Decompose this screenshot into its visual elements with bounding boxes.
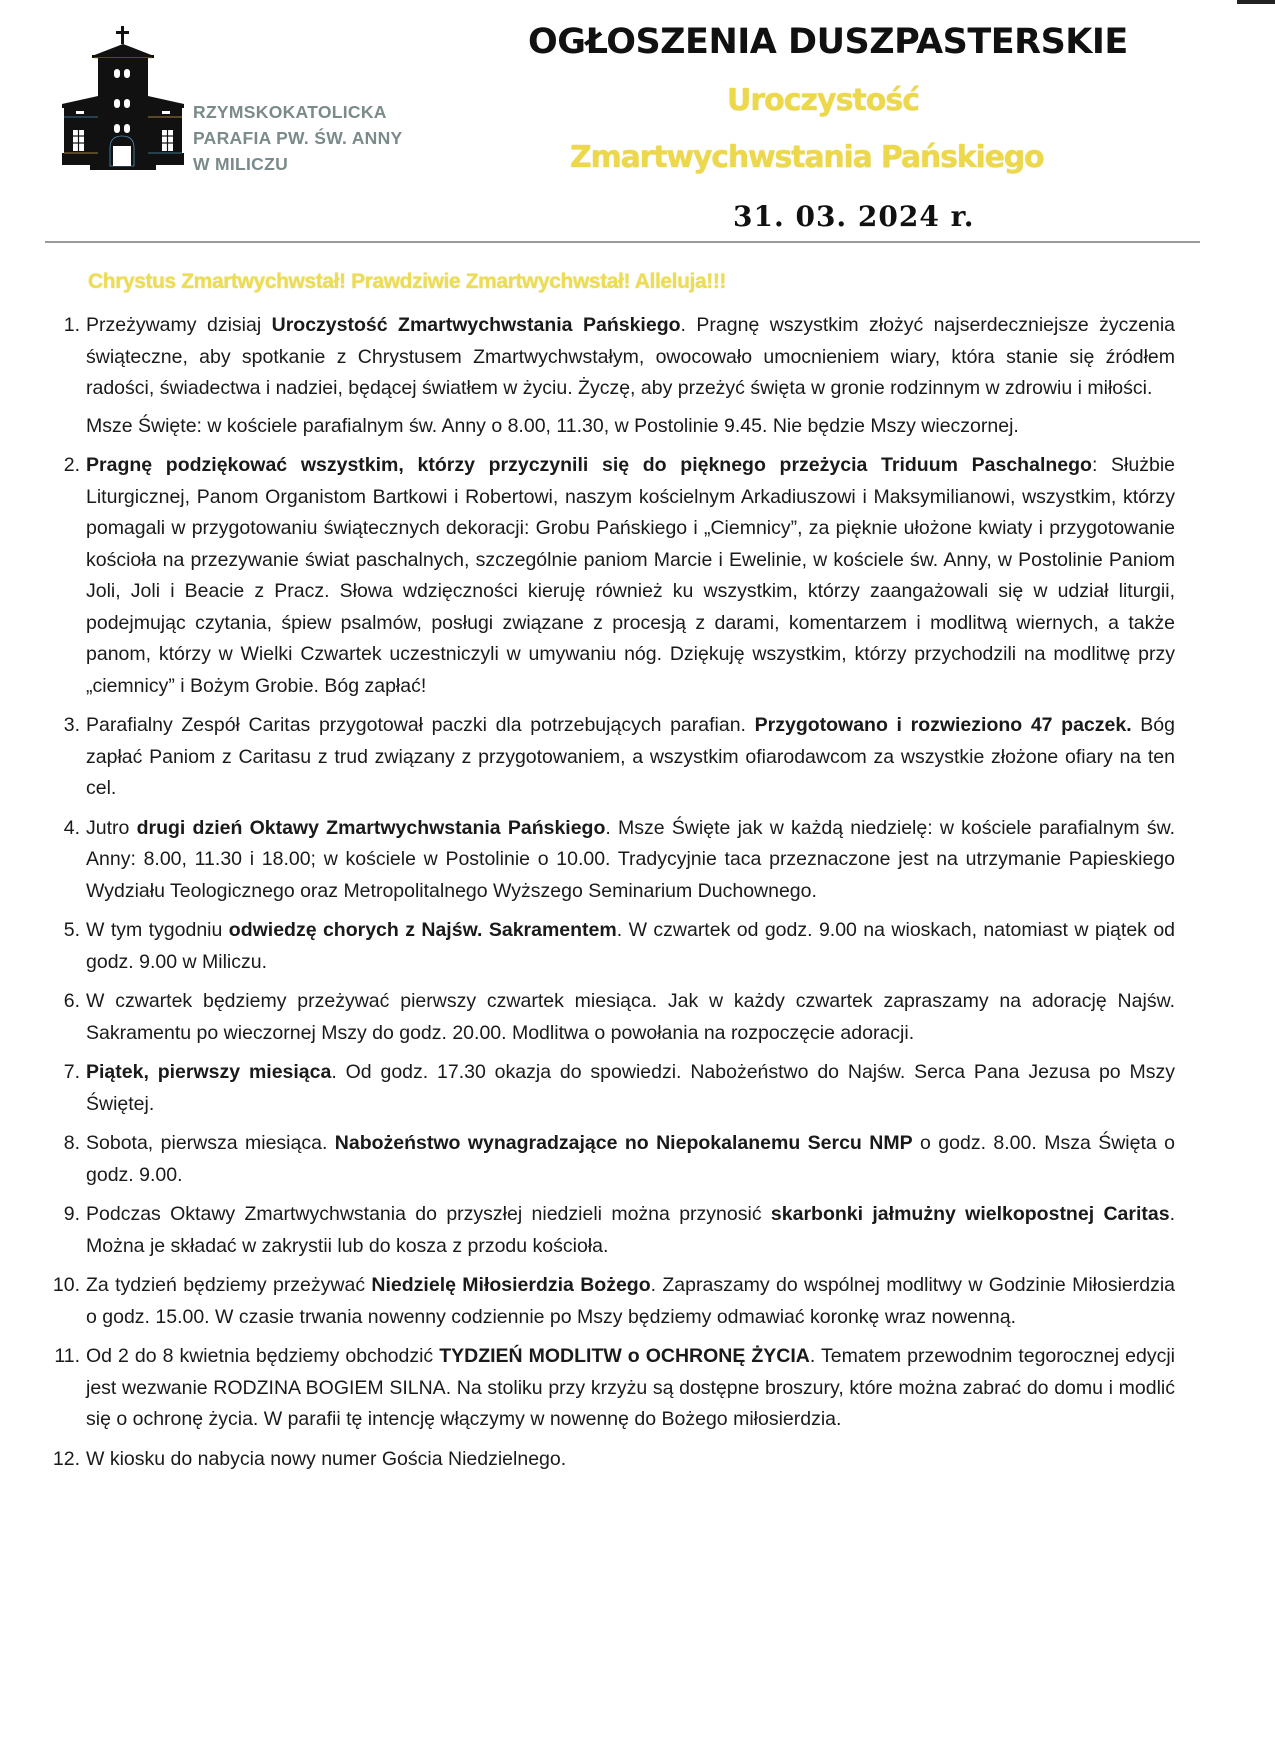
text-segment: Jutro [86,816,137,839]
announcement-item [40,310,1175,442]
emphasized-text: Niedzielę Miłosierdzia Bożego [371,1274,651,1296]
announcement-item [40,450,1175,702]
emphasized-text: Uroczystość Zmartwychwstania Pańskiego [271,314,681,336]
text-segment: . Pragnę wszystkim złożyć najserdeczniejsze życzenia świąteczne, aby spotkanie z Chrystusem Zmartwychwstałym, owocowało umocnieniem wiary, która stanie się źródłem radości, świadectwa i nadziei, będącej światłem w życiu. Życzę, aby przeżyć święta w gronie rodzinnym w zdrowiu i miłości. [86,314,1175,399]
announcement-body [86,1270,1175,1333]
announcement-body [86,1341,1175,1436]
text-segment: . Msze Święte jak w każdą niedzielę: w kościele parafialnym św. Anny: 8.00, 11.30 i 18.00; w kościele w Postolinie o 10.00. Tradycyjnie taca przeznaczone jest na utrzymanie Papieskiego Wydziału Teologicznego oraz Metropolitalnego Wyższego Seminarium Duchownego. [86,816,1175,902]
emphasized-text: skarbonki jałmużny wielkopostnej Caritas [770,1203,1170,1225]
emphasized-text: Piątek, pierwszy miesiąca [86,1061,332,1083]
announcement-paragraph [86,411,1175,443]
announcement-body [86,1057,1175,1120]
text-segment: W kiosku do nabycia nowy numer Gościa Niedzielnego. [86,1447,567,1470]
announcement-date: 31. 03. 2024 r. [733,200,975,233]
text-segment: Za tydzień będziemy przeżywać [86,1274,372,1296]
announcement-body [86,1128,1175,1191]
announcement-paragraph [86,1057,1175,1120]
announcement-item [40,1128,1175,1191]
text-segment: W tym tygodniu [86,919,229,941]
emphasized-text: odwiedzę chorych z Najśw. Sakramentem [228,919,617,941]
announcement-body [86,986,1175,1049]
announcement-body [86,915,1175,978]
announcement-number: 7. [63,1061,80,1083]
announcement-item [40,1057,1175,1120]
announcement-body [86,310,1175,442]
text-segment: o godz. 8.00. Msza Święta o godz. 9.00. [86,1132,1175,1186]
announcement-paragraph [86,986,1175,1049]
announcement-item [40,1199,1175,1262]
text-segment: Od 2 do 8 kwietnia będziemy obchodzić [86,1345,440,1367]
announcement-item [40,1444,1175,1476]
text-segment: Bóg zapłać Paniom z Caritasu z trud związany z przygotowaniem, a wszystkim ofiarodawcom za wszystkie złożone ofiary na ten cel. [86,714,1175,799]
announcement-body [86,1444,1175,1476]
text-segment: . Zapraszamy do wspólnej modlitwy w Godzinie Miłosierdzia o godz. 15.00. W czasie trwania nowenny codziennie po Mszy będziemy odmawiać koronkę wraz nowenną. [86,1274,1176,1328]
announcement-paragraph [86,1270,1175,1333]
announcement-paragraph [86,1128,1175,1191]
emphasized-text: TYDZIEŃ MODLITW o OCHRONĘ ŻYCIA [439,1345,810,1367]
announcement-item [40,710,1175,805]
church-icon [62,26,184,176]
announcement-item [40,813,1175,908]
announcement-number: 6. [63,990,80,1012]
parish-name-line: RZYMSKOKATOLICKA [193,102,387,122]
header-divider [45,241,1200,243]
announcement-number: 10. [52,1274,80,1296]
emphasized-text: Nabożeństwo wynagradzające no Niepokalanemu Sercu NMP [334,1132,913,1154]
announcement-list [40,310,1175,1483]
parish-name-line: PARAFIA PW. ŚW. ANNY [193,128,403,148]
announcement-paragraph [86,1444,1175,1476]
announcement-number: 1. [63,314,80,336]
text-segment: Podczas Oktawy Zmartwychwstania do przyszłej niedzieli można przynosić [86,1203,771,1225]
announcement-item [40,915,1175,978]
page-title: OGŁOSZENIA DUSZPASTERSKIE [528,22,1128,62]
announcement-paragraph [86,915,1175,978]
easter-greeting: Chrystus Zmartwychwstał! Prawdziwie Zmartwychwstał! Alleluja!!! [88,270,727,293]
text-segment: . Tematem przewodnim tegorocznej edycji jest wezwanie RODZINA BOGIEM SILNA. Na stoliku przy krzyżu są dostępne broszury, które można zabrać do domu i modlić się o ochronę życia. W parafii tę intencję włączymy w nowennę do Bożego miłosierdzia. [86,1345,1176,1430]
announcement-number: 5. [63,919,80,941]
announcement-number: 12. [52,1447,80,1470]
announcement-number: 8. [63,1132,80,1154]
announcement-body [86,813,1175,908]
text-segment: Sobota, pierwsza miesiąca. [86,1132,335,1154]
announcement-number: 3. [63,714,80,736]
parish-name [193,99,403,177]
announcement-paragraph [86,310,1175,405]
announcement-body [86,1199,1175,1262]
announcement-number: 2. [63,454,80,476]
announcement-paragraph [86,1341,1175,1436]
parish-name-line: W MILICZU [193,154,289,174]
announcement-number: 9. [63,1203,80,1225]
announcement-paragraph [86,450,1175,702]
emphasized-text: Przygotowano i rozwieziono 47 paczek. [754,714,1132,736]
announcement-paragraph [86,710,1175,805]
announcement-paragraph [86,1199,1175,1262]
text-segment: : Służbie Liturgicznej, Panom Organistom Bartkowi i Robertowi, naszym kościelnym Arkadiuszowi i Maksymilianowi, wszystkim, którzy pomagali w przygotowaniu świątecznych dekoracji: Grobu Pańskiego i „Ciemnicy”, za pięknie ułożone kwiaty i przygotowanie kościoła na przezywanie świat paschalnych, szczególnie paniom Marcie i Ewelinie, w kościele św. Anny, w Postolinie Paniom Joli, Joli i Beacie z Pracz. Słowa wdzięczności kieruję również ku wszystkim, którzy zaangażowali się w udział liturgii, podejmując czytania, śpiew psalmów, posługi związane z procesją z darami, komentarzem i modlitwą wiernych, a także panom, którzy w Wielki Czwartek uczestniczyli w umywaniu nóg. Dziękuję wszystkim, którzy przychodzili na modlitwę przy „ciemnicy” i Bożym Grobie. Bóg zapłać! [86,454,1175,697]
text-segment: Przeżywamy dzisiaj [86,314,272,336]
text-segment: Parafialny Zespół Caritas przygotował paczki dla potrzebujących parafian. [86,714,755,736]
feast-subtitle-line1: Uroczystość [727,83,920,118]
announcement-body [86,450,1175,702]
announcement-item [40,1341,1175,1436]
announcement-item [40,986,1175,1049]
announcement-item [40,1270,1175,1333]
text-segment: Msze Święte: w kościele parafialnym św. Anny o 8.00, 11.30, w Postolinie 9.45. Nie będzie Mszy wieczornej. [86,414,1019,437]
announcement-body [86,710,1175,805]
emphasized-text: Pragnę podziękować wszystkim, którzy przyczynili się do pięknego przeżycia Triduum Paschalnego [86,454,1092,476]
announcement-number: 4. [63,816,80,839]
text-segment: W czwartek będziemy przeżywać pierwszy czwartek miesiąca. Jak w każdy czwartek zapraszamy na adorację Najśw. Sakramentu po wieczornej Mszy do godz. 20.00. Modlitwa o powołania na rozpoczęcie adoracji. [86,990,1175,1044]
feast-subtitle-line2: Zmartwychwstania Pańskiego [570,140,1044,175]
announcement-paragraph [86,813,1175,908]
emphasized-text: drugi dzień Oktawy Zmartwychwstania Pańskiego [136,816,606,839]
text-segment: . Można je składać w zakrystii lub do kosza z przodu kościoła. [86,1203,1175,1257]
announcement-number: 11. [54,1345,80,1367]
scan-edge-mark [1237,0,1275,4]
text-segment: . W czwartek od godz. 9.00 na wioskach, natomiast w piątek od godz. 9.00 w Miliczu. [86,919,1176,973]
text-segment: . Od godz. 17.30 okazja do spowiedzi. Nabożeństwo do Najśw. Serca Pana Jezusa po Mszy Świętej. [86,1061,1175,1115]
